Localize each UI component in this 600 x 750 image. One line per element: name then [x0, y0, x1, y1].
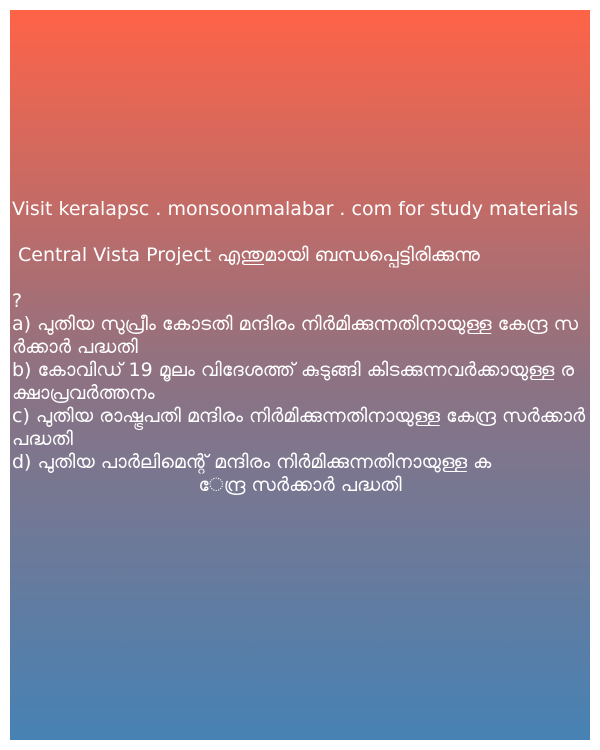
option-a: a) പുതിയ സുപ്രീം കോടതി മന്ദിരം നിർമിക്കുന്നതിനായുള്ള കേന്ദ്ര സർക്കാർ പദ്ധതി: [12, 313, 578, 358]
option-d: d) പുതിയ പാർലിമെന്റ് മന്ദിരം നിർമിക്കുന്നതിനായുള്ള ക: [12, 451, 492, 473]
question-mark: ?: [12, 290, 23, 312]
option-d-continued: േന്ദ്ര സർക്കാർ പദ്ധതി: [198, 474, 402, 496]
question-text: Central Vista Project എന്തുമായി ബന്ധപ്പെട്ടിരിക്കുന്നു: [18, 244, 480, 266]
spacer: [12, 267, 588, 290]
spacer: [12, 221, 588, 244]
option-b: b) കോവിഡ് 19 മൂലം വിദേശത്ത് കുടുങ്ങി കിടക്കുന്നവർക്കായുള്ള രക്ഷാപ്രവർത്തനം: [12, 359, 575, 404]
option-c: c) പുതിയ രാഷ്ട്രപതി മന്ദിരം നിർമിക്കുന്നതിനായുള്ള കേന്ദ്ര സർക്കാർ പദ്ധതി: [12, 405, 586, 450]
question-card: [10, 10, 590, 740]
question-content: [12, 198, 588, 497]
watermark-text: Visit keralapsc . monsoonmalabar . com for study materials: [12, 198, 579, 220]
